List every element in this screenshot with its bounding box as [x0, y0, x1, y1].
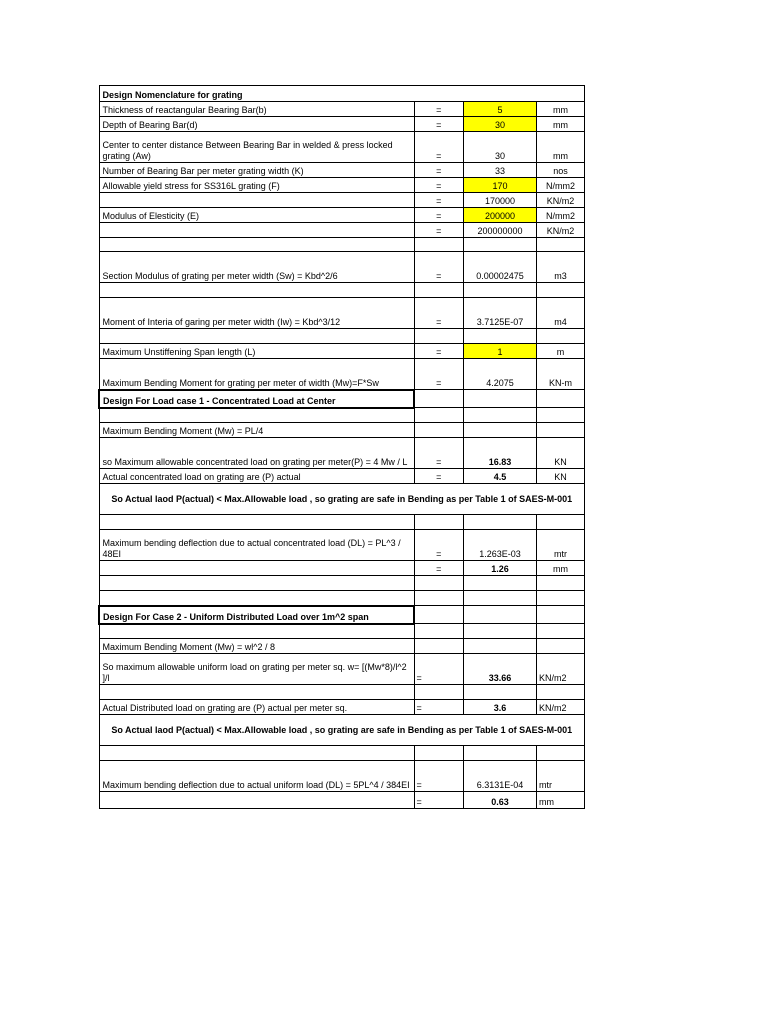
sheet-row: [99, 746, 585, 761]
parameter-label: So maximum allowable uniform load on grating per meter sq. w= [(Mw*8)/l^2 ]/l: [99, 654, 414, 685]
parameter-value: 16.83: [464, 438, 537, 469]
parameter-label: Maximum Unstiffening Span length (L): [99, 344, 414, 359]
parameter-label: [99, 561, 414, 576]
section-heading: Design For Load case 1 - Concentrated Load at Center: [99, 390, 414, 408]
parameter-value: 4.2075: [464, 359, 537, 390]
unit-cell: [537, 685, 585, 700]
parameter-label: [99, 193, 414, 208]
parameter-unit: KN/m2: [537, 700, 585, 715]
equals-sign: =: [414, 223, 464, 238]
sheet-title: Design Nomenclature for grating: [99, 86, 585, 102]
eq-cell: [414, 591, 464, 606]
sheet-row: [99, 359, 585, 390]
parameter-label: Actual Distributed load on grating are (P) actual per meter sq.: [99, 700, 414, 715]
sheet-row: [99, 484, 585, 515]
label-cell: [99, 624, 414, 639]
unit-cell: [537, 591, 585, 606]
sheet-row: [99, 624, 585, 639]
parameter-unit: KN/m2: [537, 654, 585, 685]
parameter-value: 1: [464, 344, 537, 359]
section-heading: Design For Case 2 - Uniform Distributed Load over 1m^2 span: [99, 606, 414, 624]
parameter-value: 33.66: [464, 654, 537, 685]
parameter-value: 3.6: [464, 700, 537, 715]
equals-sign: =: [414, 530, 464, 561]
value-cell: [464, 390, 537, 408]
sheet-row: [99, 329, 585, 344]
parameter-label: Number of Bearing Bar per meter grating width (K): [99, 163, 414, 178]
parameter-value: 33: [464, 163, 537, 178]
value-cell: [464, 685, 537, 700]
sheet-row: [99, 591, 585, 606]
parameter-value: [464, 639, 537, 654]
equals-sign: =: [414, 359, 464, 390]
equals-sign: [414, 639, 464, 654]
eq-cell: [414, 576, 464, 591]
parameter-label: Maximum Bending Moment (Mw) = wl^2 / 8: [99, 639, 414, 654]
equals-sign: =: [414, 208, 464, 223]
parameter-label: so Maximum allowable concentrated load on grating per meter(P) = 4 Mw / L: [99, 438, 414, 469]
equals-sign: =: [414, 132, 464, 163]
unit-cell: [537, 576, 585, 591]
sheet-row: [99, 117, 585, 132]
sheet-row: [99, 654, 585, 685]
equals-sign: =: [414, 469, 464, 484]
eq-cell: [414, 238, 464, 252]
parameter-unit: N/mm2: [537, 178, 585, 193]
unit-cell: [537, 606, 585, 624]
conclusion-note: So Actual laod P(actual) < Max.Allowable load , so grating are safe in Bending as per Table 1 of SAES-M-001: [99, 715, 585, 746]
sheet-row: [99, 193, 585, 208]
sheet-row: [99, 423, 585, 438]
parameter-unit: mm: [537, 132, 585, 163]
parameter-unit: KN-m: [537, 359, 585, 390]
label-cell: [99, 329, 414, 344]
unit-cell: [537, 238, 585, 252]
parameter-unit: KN/m2: [537, 193, 585, 208]
equals-sign: =: [414, 102, 464, 117]
sheet-row: [99, 390, 585, 408]
conclusion-note: So Actual laod P(actual) < Max.Allowable load , so grating are safe in Bending as per Table 1 of SAES-M-001: [99, 484, 585, 515]
label-cell: [99, 238, 414, 252]
label-cell: [99, 591, 414, 606]
parameter-value: 4.5: [464, 469, 537, 484]
parameter-unit: mtr: [537, 530, 585, 561]
sheet-row: [99, 344, 585, 359]
value-cell: [464, 576, 537, 591]
unit-cell: [537, 408, 585, 423]
equals-sign: =: [414, 252, 464, 283]
value-cell: [464, 606, 537, 624]
parameter-unit: m4: [537, 298, 585, 329]
parameter-unit: m3: [537, 252, 585, 283]
sheet-row: [99, 102, 585, 117]
sheet-row: [99, 685, 585, 700]
equals-sign: =: [414, 792, 464, 809]
parameter-value: 170000: [464, 193, 537, 208]
value-cell: [464, 283, 537, 298]
eq-cell: [414, 606, 464, 624]
parameter-unit: nos: [537, 163, 585, 178]
sheet-row: [99, 223, 585, 238]
parameter-label: Depth of Bearing Bar(d): [99, 117, 414, 132]
eq-cell: [414, 515, 464, 530]
parameter-label: [99, 792, 414, 809]
sheet-row: [99, 86, 585, 102]
value-cell: [464, 515, 537, 530]
unit-cell: [537, 329, 585, 344]
parameter-unit: mm: [537, 102, 585, 117]
equals-sign: [414, 423, 464, 438]
sheet-row: [99, 469, 585, 484]
sheet-row: [99, 639, 585, 654]
eq-cell: [414, 283, 464, 298]
sheet-row: [99, 761, 585, 792]
parameter-unit: [537, 423, 585, 438]
sheet-row: [99, 576, 585, 591]
parameter-value: 1.26: [464, 561, 537, 576]
value-cell: [464, 746, 537, 761]
sheet-row: [99, 163, 585, 178]
sheet-row: [99, 530, 585, 561]
sheet-row: [99, 208, 585, 223]
parameter-label: Moment of Interia of garing per meter width (Iw) = Kbd^3/12: [99, 298, 414, 329]
equals-sign: =: [414, 561, 464, 576]
parameter-value: 170: [464, 178, 537, 193]
sheet-row: [99, 238, 585, 252]
parameter-unit: mm: [537, 117, 585, 132]
parameter-label: Maximum Bending Moment (Mw) = PL/4: [99, 423, 414, 438]
equals-sign: =: [414, 178, 464, 193]
equals-sign: =: [414, 761, 464, 792]
parameter-label: Maximum bending deflection due to actual concentrated load (DL) = PL^3 / 48EI: [99, 530, 414, 561]
sheet-row: [99, 515, 585, 530]
label-cell: [99, 408, 414, 423]
sheet-row: [99, 298, 585, 329]
parameter-unit: mm: [537, 561, 585, 576]
parameter-value: 1.263E-03: [464, 530, 537, 561]
parameter-unit: mtr: [537, 761, 585, 792]
value-cell: [464, 624, 537, 639]
equals-sign: =: [414, 193, 464, 208]
sheet-row: [99, 408, 585, 423]
equals-sign: =: [414, 163, 464, 178]
sheet-row: [99, 715, 585, 746]
value-cell: [464, 238, 537, 252]
equals-sign: =: [414, 438, 464, 469]
sheet-row: [99, 700, 585, 715]
sheet-row: [99, 283, 585, 298]
parameter-value: 0.63: [464, 792, 537, 809]
parameter-value: 5: [464, 102, 537, 117]
equals-sign: =: [414, 117, 464, 132]
value-cell: [464, 408, 537, 423]
eq-cell: [414, 624, 464, 639]
unit-cell: [537, 283, 585, 298]
parameter-label: Modulus of Elesticity (E): [99, 208, 414, 223]
eq-cell: [414, 329, 464, 344]
equals-sign: =: [414, 344, 464, 359]
parameter-value: 200000000: [464, 223, 537, 238]
value-cell: [464, 329, 537, 344]
label-cell: [99, 576, 414, 591]
parameter-label: Actual concentrated load on grating are (P) actual: [99, 469, 414, 484]
equals-sign: =: [414, 654, 464, 685]
value-cell: [464, 591, 537, 606]
equals-sign: =: [414, 700, 464, 715]
parameter-value: 200000: [464, 208, 537, 223]
label-cell: [99, 746, 414, 761]
parameter-unit: [537, 639, 585, 654]
eq-cell: [414, 408, 464, 423]
sheet-row: [99, 792, 585, 809]
sheet-row: [99, 606, 585, 624]
parameter-unit: KN/m2: [537, 223, 585, 238]
parameter-unit: N/mm2: [537, 208, 585, 223]
parameter-label: Center to center distance Between Bearing Bar in welded & press locked grating (Aw): [99, 132, 414, 163]
eq-cell: [414, 746, 464, 761]
parameter-value: [464, 423, 537, 438]
parameter-label: Allowable yield stress for SS316L grating (F): [99, 178, 414, 193]
parameter-value: 3.7125E-07: [464, 298, 537, 329]
sheet-row: [99, 178, 585, 193]
label-cell: [99, 685, 414, 700]
parameter-value: 30: [464, 117, 537, 132]
unit-cell: [537, 390, 585, 408]
label-cell: [99, 515, 414, 530]
parameter-unit: KN: [537, 469, 585, 484]
parameter-label: Section Modulus of grating per meter width (Sw) = Kbd^2/6: [99, 252, 414, 283]
sheet-row: [99, 438, 585, 469]
unit-cell: [537, 515, 585, 530]
unit-cell: [537, 624, 585, 639]
parameter-label: Maximum bending deflection due to actual uniform load (DL) = 5PL^4 / 384EI: [99, 761, 414, 792]
parameter-value: 6.3131E-04: [464, 761, 537, 792]
parameter-value: 30: [464, 132, 537, 163]
eq-cell: [414, 685, 464, 700]
parameter-label: Maximum Bending Moment for grating per meter of width (Mw)=F*Sw: [99, 359, 414, 390]
sheet-row: [99, 252, 585, 283]
parameter-label: [99, 223, 414, 238]
parameter-unit: KN: [537, 438, 585, 469]
equals-sign: =: [414, 298, 464, 329]
eq-cell: [414, 390, 464, 408]
sheet-row: [99, 132, 585, 163]
parameter-label: Thickness of reactangular Bearing Bar(b): [99, 102, 414, 117]
unit-cell: [537, 746, 585, 761]
parameter-value: 0.00002475: [464, 252, 537, 283]
sheet-row: [99, 561, 585, 576]
parameter-unit: m: [537, 344, 585, 359]
grating-design-sheet: [98, 85, 585, 809]
label-cell: [99, 283, 414, 298]
parameter-unit: mm: [537, 792, 585, 809]
